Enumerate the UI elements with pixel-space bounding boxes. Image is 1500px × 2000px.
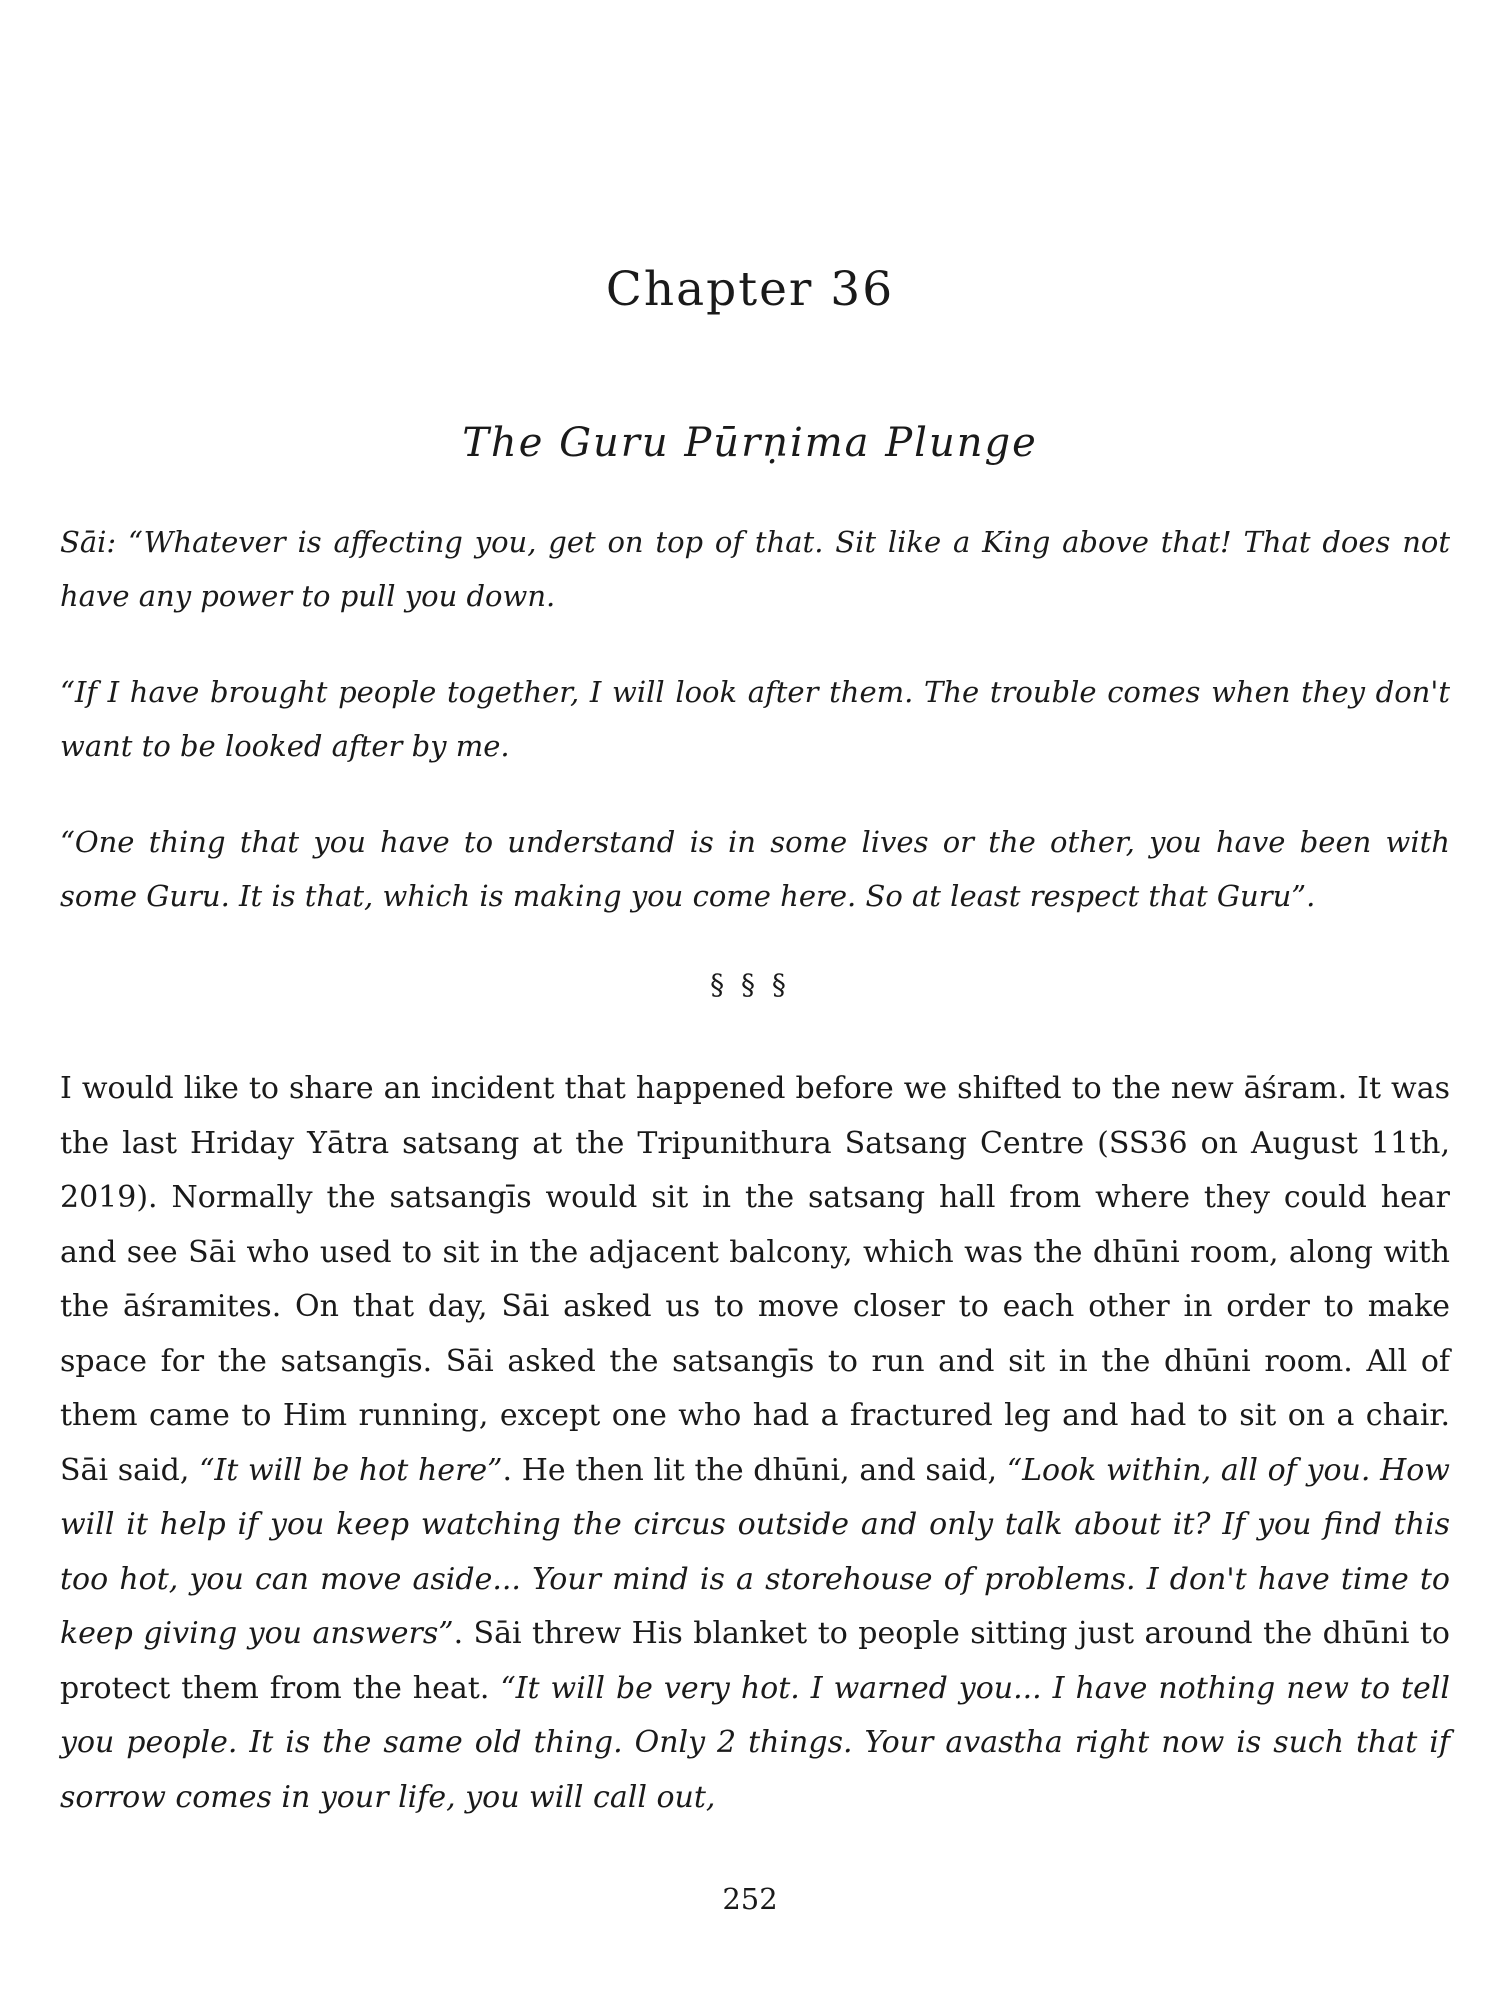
body-quote-3: “It will be very hot. I warned you... I have nothing new to tell you people. It is the same old thing. Only 2 things. Your avastha right now is such that if sorrow comes in your life, you will call out, — [60, 1670, 1450, 1815]
epigraph-quote-2: “If I have brought people together, I will look after them. The trouble comes when they don't want to be looked after by me. — [60, 675, 1450, 763]
body-quote-1: “It will be hot here” — [199, 1452, 503, 1488]
body-text-2: . He then lit the dhūni, and said, — [502, 1452, 1007, 1488]
epigraph-quote-3: “One thing that you have to understand is in some lives or the other, you have been with some Guru. It is that, which is making you come here. So at least respect that Guru”. — [60, 825, 1450, 913]
body-quote-2: “Look within, all of you. How will it help if you keep watching the circus outside and only talk about it? If you find this too hot, you can move aside... Your mind is a storehouse of problems. I don't have time to keep giving you answers” — [60, 1452, 1450, 1651]
chapter-subtitle: The Guru Pūrṇima Plunge — [462, 420, 1038, 466]
epigraph-quote-1: Sāi: “Whatever is affecting you, get on top of that. Sit like a King above that! That does not have any power to pull you down. — [60, 525, 1450, 613]
body-text-3: . Sāi threw His blanket to people sitting just around the dhūni to protect them from the heat. — [60, 1616, 1450, 1706]
page-number: 252 — [722, 1882, 778, 1916]
body-text-1: I would like to share an incident that happened before we shifted to the new āśram. It was the last Hriday Yātra satsang at the Tripunithura Satsang Centre (SS36 on August 11th, 2019). Normally the satsangīs would sit in the satsang hall from where they could hear and see Sāi who used to sit in the adjacent balcony, which was the dhūni room, along with the āśramites. On that day, Sāi asked us to move closer to each other in order to make space for the satsangīs. Sāi asked the satsangīs to run and sit in the dhūni room. All of them came to Him running, except one who had a fractured leg and had to sit on a chair. Sāi said, — [60, 1071, 1450, 1488]
section-break: § § § — [710, 968, 790, 1001]
chapter-title: Chapter 36 — [605, 262, 895, 317]
body-paragraph — [60, 1062, 1450, 1825]
